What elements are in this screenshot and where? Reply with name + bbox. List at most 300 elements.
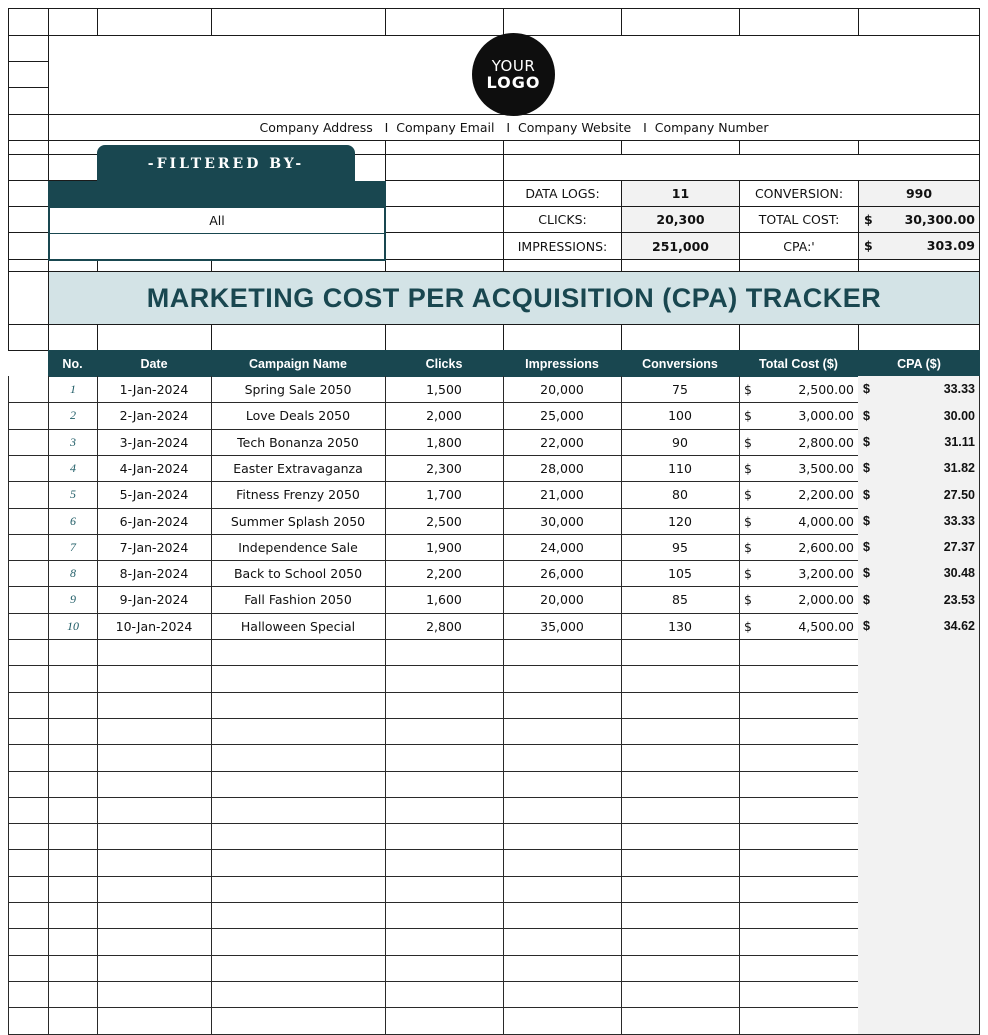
cell-date[interactable] [97,376,212,403]
clicks-value: 20,300 [621,206,740,233]
cell-date[interactable] [97,902,212,929]
grid-cell[interactable] [385,140,504,155]
grid-cell[interactable] [385,180,504,207]
header-campaign[interactable]: Campaign Name [211,350,386,377]
cell-date[interactable] [97,981,212,1008]
cell-cost[interactable] [739,744,859,772]
cell-impressions[interactable] [503,560,622,587]
cell-no[interactable] [48,771,98,798]
cell-impressions[interactable] [503,481,622,509]
cell-conversions[interactable] [621,665,740,693]
cell-conversions[interactable] [621,613,740,640]
cell-cpa[interactable] [858,1007,980,1035]
grid-cell[interactable] [858,8,980,36]
cell-impressions[interactable] [503,797,622,824]
cell-cpa[interactable] [858,508,980,535]
cell-cpa[interactable] [858,692,980,719]
conversion-label: CONVERSION: [739,180,859,207]
cell-clicks[interactable] [385,823,504,850]
cell-date[interactable] [97,876,212,903]
cell-conversions[interactable] [621,1007,740,1035]
grid-cell[interactable] [503,8,622,36]
cell-conversions[interactable] [621,639,740,666]
header-clicks[interactable]: Clicks [385,350,504,377]
cell-clicks[interactable] [385,613,504,640]
cell-cost[interactable] [739,455,859,482]
cell-date[interactable] [97,955,212,982]
cell-date[interactable] [97,692,212,719]
cell-clicks[interactable] [385,876,504,903]
cell-campaign[interactable] [211,376,386,403]
campaign-text: Back to School 2050 [233,565,363,581]
cell-campaign[interactable] [211,692,386,719]
cell-impressions[interactable] [503,665,622,693]
cell-clicks[interactable] [385,718,504,745]
row-header-cell[interactable] [8,771,49,798]
cell-date[interactable] [97,639,212,666]
filter-dropdown[interactable] [48,206,386,234]
cell-date[interactable] [97,849,212,877]
grid-cell[interactable] [385,324,504,351]
cell-date[interactable] [97,586,212,614]
cell-cost[interactable] [739,955,859,982]
grid-cell[interactable] [8,154,49,181]
cell-cost[interactable] [739,586,859,614]
cell-clicks[interactable] [385,665,504,693]
grid-cell[interactable] [97,8,212,36]
table-row [8,402,980,430]
cell-campaign[interactable] [211,797,386,824]
cell-campaign[interactable] [211,560,386,587]
cell-campaign[interactable] [211,823,386,850]
cell-cost[interactable] [739,849,859,877]
cell-cpa[interactable] [858,560,980,587]
row-header-cell[interactable] [8,744,49,772]
grid-cell[interactable] [8,324,49,351]
cell-impressions[interactable] [503,1007,622,1035]
cell-no[interactable] [48,1007,98,1035]
cell-impressions[interactable] [503,744,622,772]
grid-cell[interactable] [739,324,859,351]
cell-no[interactable] [48,613,98,640]
cell-cost[interactable] [739,402,859,430]
no-text: 1 [70,381,76,396]
cell-campaign[interactable] [211,534,386,561]
cell-cpa[interactable] [858,613,980,640]
cell-impressions[interactable] [503,718,622,745]
cell-conversions[interactable] [621,402,740,430]
total-cost-label: TOTAL COST: [739,206,859,233]
grid-cell[interactable] [503,324,622,351]
cell-campaign[interactable] [211,928,386,956]
header-no[interactable]: No. [48,350,98,377]
cell-conversions[interactable] [621,771,740,798]
cell-clicks[interactable] [385,692,504,719]
cell-conversions[interactable] [621,902,740,929]
row-header-cell[interactable] [8,692,49,719]
cell-campaign[interactable] [211,402,386,430]
cell-clicks[interactable] [385,429,504,456]
conversions-text: 105 [668,565,692,581]
row-header-cell[interactable] [8,376,49,403]
row-header-cell[interactable] [8,876,49,903]
row-header-cell[interactable] [8,455,49,482]
cell-campaign[interactable] [211,639,386,666]
cell-conversions[interactable] [621,586,740,614]
cell-clicks[interactable] [385,534,504,561]
cell-date[interactable] [97,1007,212,1035]
filter-extra-cell[interactable] [48,233,386,261]
cell-clicks[interactable] [385,586,504,614]
cell-date[interactable] [97,665,212,693]
cell-no[interactable] [48,823,98,850]
table-row [8,376,980,403]
row-header-cell[interactable] [8,955,49,982]
cell-cpa[interactable] [858,586,980,614]
cell-date[interactable] [97,508,212,535]
cell-date[interactable] [97,560,212,587]
cell-impressions[interactable] [503,902,622,929]
row-header-cell[interactable] [8,560,49,587]
cell-cpa[interactable] [858,455,980,482]
cell-clicks[interactable] [385,955,504,982]
cell-campaign[interactable] [211,744,386,772]
grid-cell[interactable] [97,324,212,351]
cpa-value: 30.00 [943,408,975,423]
cell-impressions[interactable] [503,849,622,877]
row-header-cell[interactable] [8,534,49,561]
header-impressions[interactable]: Impressions [503,350,622,377]
cell-clicks[interactable] [385,455,504,482]
cell-no[interactable] [48,560,98,587]
cost-currency: $ [744,565,752,581]
conversions-text: 110 [668,460,692,476]
cell-cost[interactable] [739,1007,859,1035]
row-header-cell[interactable] [8,849,49,877]
cell-cpa[interactable] [858,534,980,561]
grid-cell[interactable] [8,206,49,233]
cell-impressions[interactable] [503,692,622,719]
cell-cpa[interactable] [858,481,980,509]
grid-cell[interactable] [503,140,622,155]
cell-conversions[interactable] [621,849,740,877]
cell-clicks[interactable] [385,981,504,1008]
cell-cost[interactable] [739,771,859,798]
grid-cell[interactable] [48,324,98,351]
cell-no[interactable] [48,955,98,982]
row-header-cell[interactable] [8,718,49,745]
cell-cpa[interactable] [858,955,980,982]
cell-cpa[interactable] [858,429,980,456]
cell-date[interactable] [97,718,212,745]
cell-cost[interactable] [739,534,859,561]
table-row [8,560,980,587]
cell-impressions[interactable] [503,534,622,561]
cell-clicks[interactable] [385,771,504,798]
grid-cell[interactable] [858,140,980,155]
cell-conversions[interactable] [621,928,740,956]
cell-no[interactable] [48,744,98,772]
cell-impressions[interactable] [503,928,622,956]
cell-cost[interactable] [739,928,859,956]
cell-cost[interactable] [739,692,859,719]
cell-conversions[interactable] [621,744,740,772]
campaign-text: Love Deals 2050 [245,408,351,423]
cell-clicks[interactable] [385,508,504,535]
cell-clicks[interactable] [385,797,504,824]
row-header-cell[interactable] [8,928,49,956]
cell-conversions[interactable] [621,981,740,1008]
cell-no[interactable] [48,928,98,956]
cell-cost[interactable] [739,797,859,824]
cell-campaign[interactable] [211,771,386,798]
impressions-text: 24,000 [540,539,584,555]
cell-date[interactable] [97,771,212,798]
grid-cell[interactable] [621,8,740,36]
cell-conversions[interactable] [621,455,740,482]
cell-date[interactable] [97,613,212,640]
campaign-text: Spring Sale 2050 [244,381,352,397]
row-header-cell[interactable] [8,508,49,535]
cell-no[interactable] [48,718,98,745]
row-header-cell[interactable] [8,1007,49,1035]
cell-campaign[interactable] [211,455,386,482]
cell-no[interactable] [48,639,98,666]
row-header-cell[interactable] [8,902,49,929]
cell-cpa[interactable] [858,876,980,903]
grid-cell[interactable] [385,206,504,233]
row-header-cell[interactable] [8,639,49,666]
cell-cpa[interactable] [858,849,980,877]
cell-cpa[interactable] [858,402,980,430]
row-header-cell[interactable] [8,613,49,640]
cell-clicks[interactable] [385,849,504,877]
cell-campaign[interactable] [211,1007,386,1035]
cell-conversions[interactable] [621,534,740,561]
cell-no[interactable] [48,849,98,877]
cell-date[interactable] [97,402,212,430]
cell-no[interactable] [48,981,98,1008]
row-header-cell[interactable] [8,823,49,850]
company-info-band [48,114,980,141]
cell-conversions[interactable] [621,508,740,535]
header-cpa[interactable]: CPA ($) [858,350,980,377]
cost-value: 2,600.00 [798,539,854,555]
cell-conversions[interactable] [621,481,740,509]
cell-cpa[interactable] [858,797,980,824]
cell-conversions[interactable] [621,692,740,719]
grid-cell[interactable] [385,8,504,36]
grid-cell[interactable] [739,8,859,36]
grid-cell[interactable] [385,232,504,260]
cell-cpa[interactable] [858,376,980,403]
cell-impressions[interactable] [503,639,622,666]
cell-no[interactable] [48,665,98,693]
row-header-cell[interactable] [8,586,49,614]
cell-conversions[interactable] [621,718,740,745]
cell-cpa[interactable] [858,823,980,850]
grid-cell[interactable] [8,8,49,36]
cell-cpa[interactable] [858,902,980,929]
cell-cost[interactable] [739,665,859,693]
cell-date[interactable] [97,534,212,561]
cell-campaign[interactable] [211,902,386,929]
header-conversions[interactable]: Conversions [621,350,740,377]
grid-cell[interactable] [8,140,49,155]
cell-impressions[interactable] [503,613,622,640]
cell-conversions[interactable] [621,560,740,587]
cpa-value: 27.37 [943,540,975,554]
cell-campaign[interactable] [211,613,386,640]
cell-campaign[interactable] [211,665,386,693]
grid-cell[interactable] [739,140,859,155]
conversions-text: 85 [672,592,688,607]
cell-clicks[interactable] [385,402,504,430]
cell-date[interactable] [97,823,212,850]
cell-date[interactable] [97,481,212,509]
cell-campaign[interactable] [211,508,386,535]
cell-cpa[interactable] [858,744,980,772]
cell-impressions[interactable] [503,429,622,456]
cell-cost[interactable] [739,481,859,509]
cell-cost[interactable] [739,639,859,666]
cell-impressions[interactable] [503,455,622,482]
cell-impressions[interactable] [503,876,622,903]
cell-no[interactable] [48,902,98,929]
header-total-cost[interactable]: Total Cost ($) [739,350,859,377]
cell-impressions[interactable] [503,402,622,430]
cost-currency: $ [744,487,752,502]
cell-campaign[interactable] [211,586,386,614]
cell-clicks[interactable] [385,560,504,587]
cell-cost[interactable] [739,613,859,640]
cell-cpa[interactable] [858,718,980,745]
logo [472,33,555,116]
cell-date[interactable] [97,455,212,482]
grid-cell[interactable] [211,324,386,351]
filter-tab [97,145,355,183]
cell-impressions[interactable] [503,955,622,982]
cell-clicks[interactable] [385,376,504,403]
cell-date[interactable] [97,797,212,824]
cell-conversions[interactable] [621,823,740,850]
cell-no[interactable] [48,692,98,719]
cell-cpa[interactable] [858,665,980,693]
grid-cell[interactable] [621,140,740,155]
grid-cell[interactable] [8,114,49,141]
cost-currency: $ [744,381,752,397]
cell-conversions[interactable] [621,429,740,456]
cell-date[interactable] [97,928,212,956]
cell-campaign[interactable] [211,981,386,1008]
cell-cpa[interactable] [858,771,980,798]
cell-no[interactable] [48,534,98,561]
cell-campaign[interactable] [211,955,386,982]
cell-conversions[interactable] [621,876,740,903]
cell-impressions[interactable] [503,981,622,1008]
grid-cell[interactable] [8,61,49,88]
empty-row [8,665,980,693]
cell-no[interactable] [48,508,98,535]
cell-cost[interactable] [739,902,859,929]
cell-cpa[interactable] [858,928,980,956]
header-date[interactable]: Date [97,350,212,377]
cell-cost[interactable] [739,429,859,456]
grid-cell[interactable] [858,324,980,351]
grid-cell[interactable] [8,87,49,115]
cell-campaign[interactable] [211,481,386,509]
cell-impressions[interactable] [503,823,622,850]
row-header-cell[interactable] [8,797,49,824]
row-header-cell[interactable] [8,402,49,430]
grid-cell[interactable] [503,154,980,181]
grid-cell[interactable] [48,8,98,36]
cell-campaign[interactable] [211,718,386,745]
grid-cell[interactable] [8,232,49,260]
cell-cost[interactable] [739,718,859,745]
cell-cost[interactable] [739,823,859,850]
cell-conversions[interactable] [621,955,740,982]
cell-no[interactable] [48,402,98,430]
cell-date[interactable] [97,429,212,456]
cell-clicks[interactable] [385,639,504,666]
cell-conversions[interactable] [621,797,740,824]
cell-cpa[interactable] [858,981,980,1008]
cell-cost[interactable] [739,376,859,403]
cell-cost[interactable] [739,981,859,1008]
cell-clicks[interactable] [385,902,504,929]
grid-cell[interactable] [211,8,386,36]
grid-cell[interactable] [621,324,740,351]
cell-no[interactable] [48,455,98,482]
row-header-cell[interactable] [8,429,49,456]
cell-campaign[interactable] [211,876,386,903]
cell-clicks[interactable] [385,928,504,956]
cell-clicks[interactable] [385,481,504,509]
cell-no[interactable] [48,481,98,509]
row-header-cell[interactable] [8,481,49,509]
cell-cpa[interactable] [858,639,980,666]
cell-no[interactable] [48,429,98,456]
cell-campaign[interactable] [211,429,386,456]
impressions-text: 30,000 [540,513,584,529]
cell-date[interactable] [97,744,212,772]
cell-no[interactable] [48,586,98,614]
grid-cell[interactable] [8,35,49,62]
cell-clicks[interactable] [385,1007,504,1035]
cell-impressions[interactable] [503,508,622,535]
cell-impressions[interactable] [503,586,622,614]
cell-impressions[interactable] [503,771,622,798]
cell-no[interactable] [48,797,98,824]
cell-campaign[interactable] [211,849,386,877]
cell-clicks[interactable] [385,744,504,772]
cell-cost[interactable] [739,508,859,535]
grid-cell[interactable] [8,180,49,207]
cell-no[interactable] [48,376,98,403]
row-header-cell[interactable] [8,981,49,1008]
grid-cell[interactable] [385,154,504,181]
cell-cost[interactable] [739,876,859,903]
cell-conversions[interactable] [621,376,740,403]
cell-cost[interactable] [739,560,859,587]
row-header-cell[interactable] [8,665,49,693]
cell-no[interactable] [48,876,98,903]
cell-impressions[interactable] [503,376,622,403]
campaign-text: Fall Fashion 2050 [244,592,352,607]
empty-row [8,876,980,903]
grid-cell[interactable] [48,154,98,181]
